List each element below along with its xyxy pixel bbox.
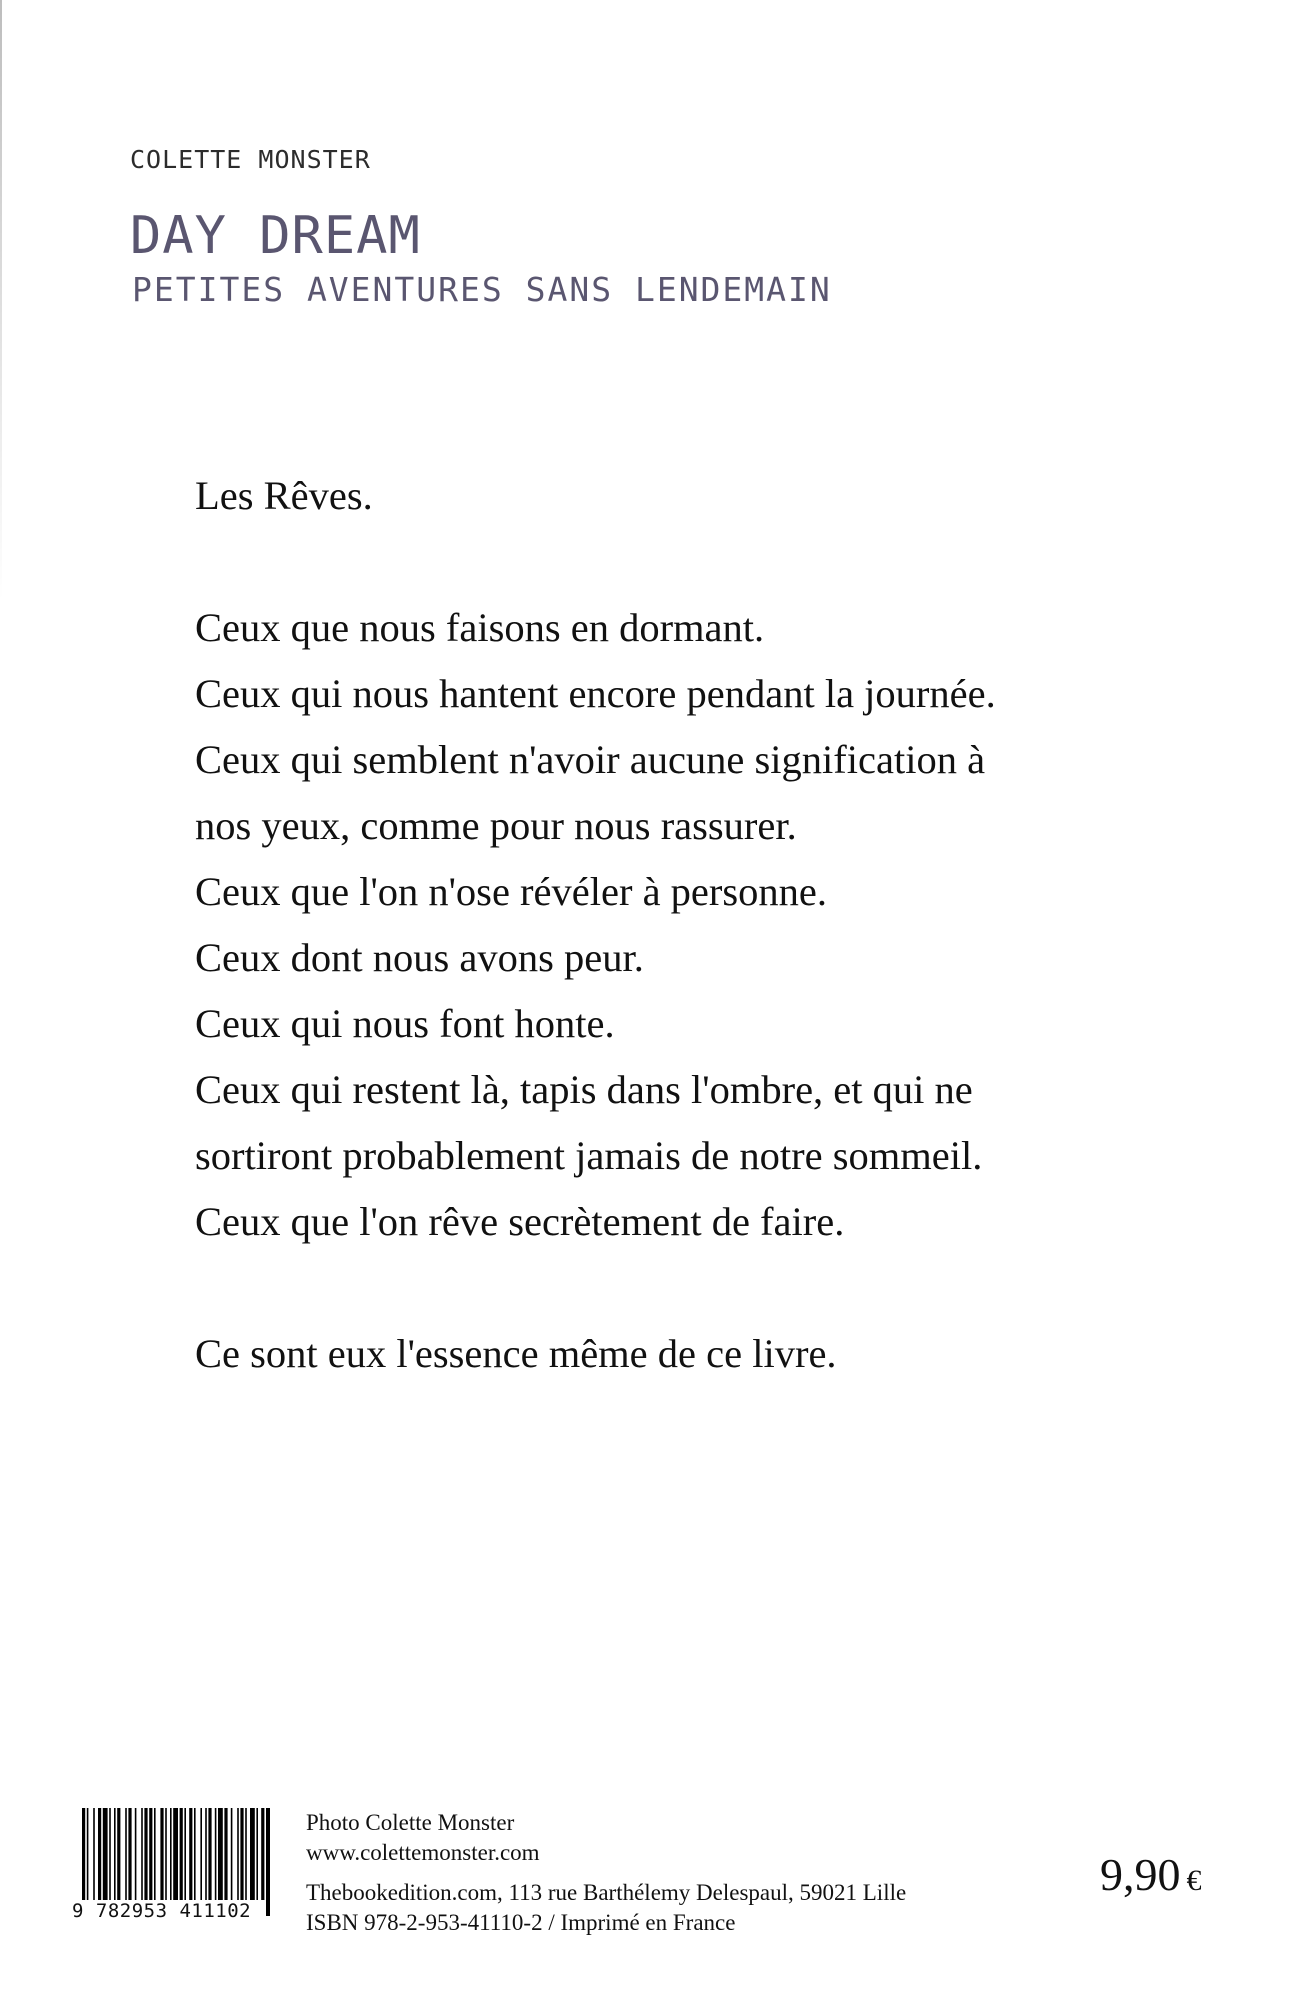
book-subtitle: PETITES AVENTURES SANS LENDEMAIN: [132, 270, 832, 309]
book-title: DAY DREAM: [130, 206, 421, 266]
blurb-line: Ceux qui nous hantent encore pendant la journée.: [195, 671, 996, 716]
blurb-line: sortiront probablement jamais de notre sommeil.: [195, 1133, 983, 1178]
blurb-spacer: [195, 529, 1195, 595]
barcode-digits: 9 782953 411102: [72, 1900, 252, 1922]
publisher-address: Thebookedition.com, 113 rue Barthélemy Delespaul, 59021 Lille: [306, 1880, 907, 1905]
author-name: COLETTE MONSTER: [130, 145, 371, 174]
blurb-line: Ceux que l'on rêve secrètement de faire.: [195, 1199, 845, 1244]
blurb-line: nos yeux, comme pour nous rassurer.: [195, 803, 797, 848]
blurb-line: Ceux qui nous font honte.: [195, 1001, 615, 1046]
blurb-closing: Ce sont eux l'essence même de ce livre.: [195, 1331, 837, 1376]
blurb-line: Ceux que nous faisons en dormant.: [195, 605, 765, 650]
price-currency: €: [1186, 1864, 1202, 1897]
price-tag: [1100, 1848, 1202, 1901]
photo-credit: Photo Colette Monster: [306, 1810, 515, 1835]
blurb-line: Ceux que l'on n'ose révéler à personne.: [195, 869, 828, 914]
blurb-line: Ceux qui restent là, tapis dans l'ombre, et qui ne: [195, 1067, 973, 1112]
price-value: 9,90: [1100, 1849, 1181, 1900]
page-edge-shadow: [0, 0, 2, 600]
blurb-spacer: [195, 1255, 1195, 1321]
blurb-heading: Les Rêves.: [195, 473, 373, 518]
website-link[interactable]: www.colettemonster.com: [306, 1840, 540, 1865]
blurb-line: Ceux dont nous avons peur.: [195, 935, 644, 980]
blurb-text: [195, 463, 1195, 1387]
blurb-line: Ceux qui semblent n'avoir aucune signification à: [195, 737, 986, 782]
isbn-line: ISBN 978-2-953-41110-2 / Imprimé en France: [306, 1910, 736, 1935]
